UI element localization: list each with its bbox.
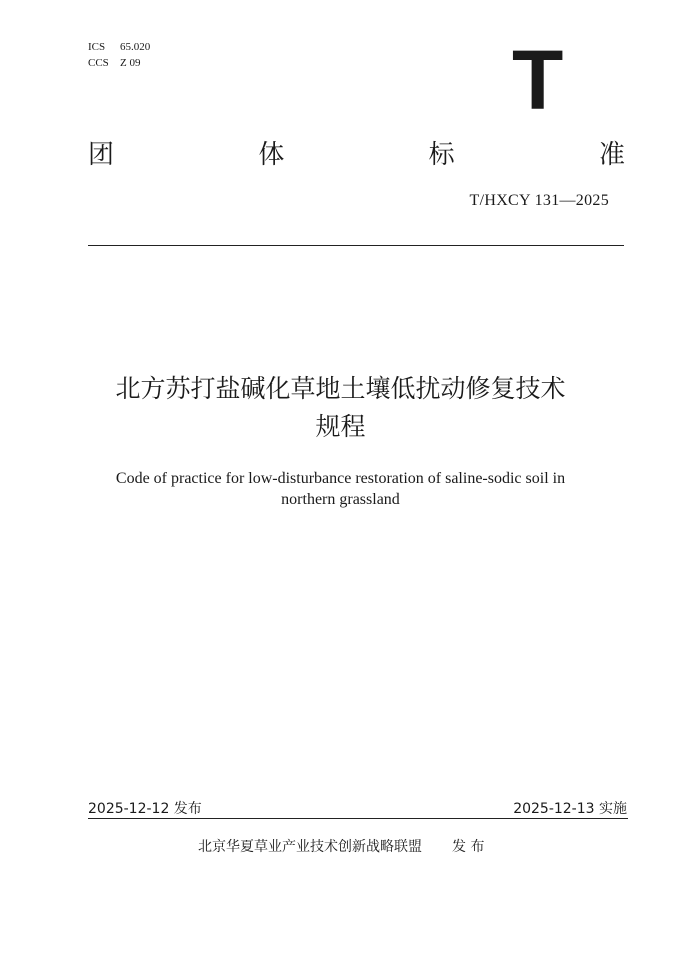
implement-date: 2025-12-13 实施 (513, 801, 627, 817)
issuer-line (198, 836, 484, 856)
doc-type-char: 标 (428, 140, 455, 170)
ccs-label: CCS (88, 57, 109, 69)
top-divider (88, 245, 624, 246)
bottom-divider (88, 818, 628, 819)
ccs-value: Z 09 (120, 57, 141, 69)
english-title (40, 468, 641, 510)
chinese-title-line-1: 北方苏打盐碱化草地土壤低扰动修复技术 (115, 374, 566, 403)
category-letter: T (512, 33, 564, 127)
document-type (88, 140, 625, 170)
chinese-title (40, 370, 641, 446)
ics-value: 65.020 (120, 41, 151, 53)
ics-row (88, 39, 150, 55)
english-title-line-1: Code of practice for low-disturbance restoration of saline-sodic soil in (115, 470, 566, 487)
doc-type-char: 准 (598, 140, 625, 170)
classification-codes (88, 39, 150, 71)
ics-label: ICS (88, 41, 106, 53)
publish-date: 2025-12-12 发布 (88, 801, 202, 817)
issue-word: 发 布 (452, 839, 485, 855)
doc-type-char: 体 (258, 140, 285, 170)
chinese-title-line-2: 规程 (315, 412, 366, 441)
issuer-name: 北京华夏草业产业技术创新战略联盟 (198, 839, 422, 855)
ccs-row (88, 55, 150, 71)
standard-number: T/HXCY 131—2025 (469, 192, 609, 209)
english-title-line-2: northern grassland (281, 491, 400, 508)
doc-type-char: 团 (88, 140, 115, 170)
